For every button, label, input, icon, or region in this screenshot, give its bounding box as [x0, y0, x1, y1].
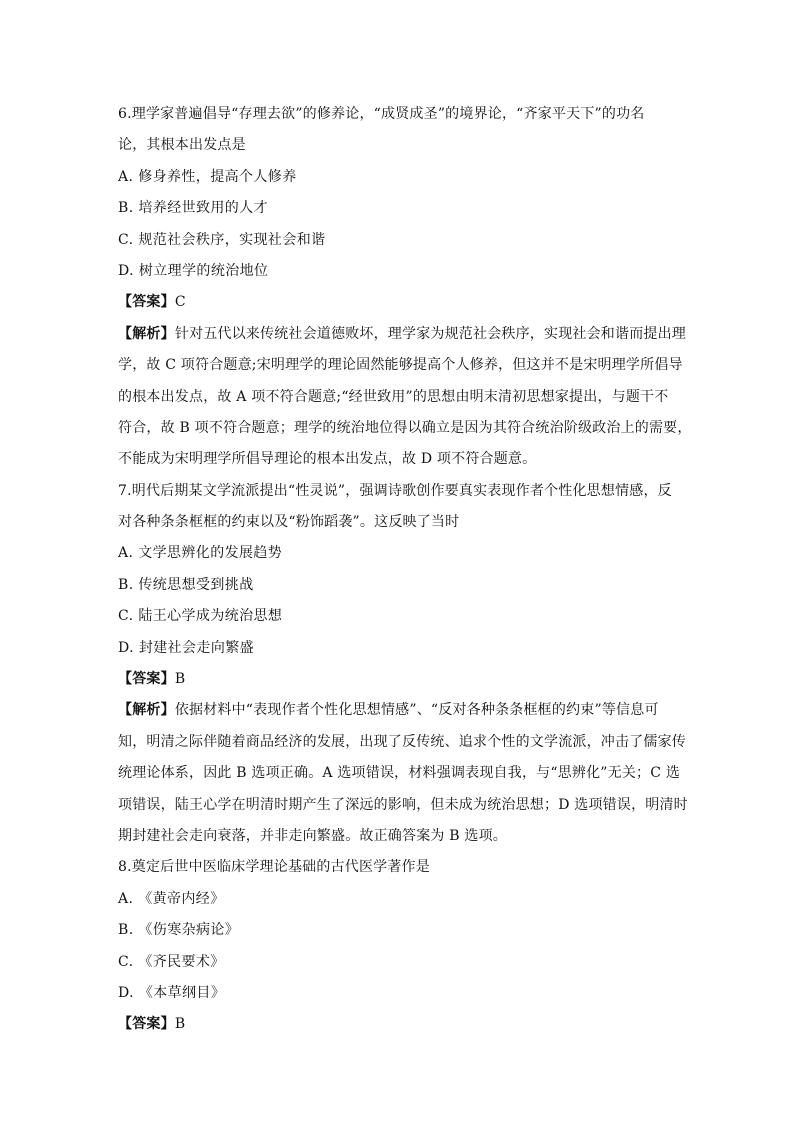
question-stem-line: 论，其根本出发点是	[118, 137, 246, 154]
answer-line	[118, 1009, 678, 1040]
question-8	[118, 852, 678, 1040]
answer-line	[118, 287, 678, 318]
analysis-text-line: 知，明清之际伴随着商品经济的发展，出现了反传统、追求个性的文学流派，冲击了儒家传	[118, 733, 686, 750]
answer-line	[118, 664, 678, 695]
answer-label: 【答案】	[118, 1016, 175, 1033]
analysis-label: 【解析】	[118, 325, 175, 342]
question-stem-line: 7.明代后期某文学流派提出“性灵说”，强调诗歌创作要真实表现作者个性化思想情感，反	[118, 482, 672, 499]
option-a: A. 文学思辨化的发展趋势	[118, 545, 283, 562]
analysis-text: 针对五代以来传统社会道德败坏，理学家为规范社会秩序，实现社会和谐而提出理	[174, 325, 687, 342]
option-d: D. 树立理学的统治地位	[118, 262, 269, 279]
analysis-label: 【解析】	[118, 702, 175, 719]
question-stem-line: 8.奠定后世中医临床学理论基础的古代医学著作是	[118, 859, 430, 876]
answer-value: B	[174, 1016, 186, 1033]
analysis-text-line: 项错误，陆王心学在明清时期产生了深远的影响，但未成为统治思想；D 选项错误，明清时	[118, 796, 688, 813]
option-c: C. 《齐民要术》	[118, 953, 225, 970]
answer-value: B	[174, 671, 186, 688]
analysis-line	[118, 695, 678, 726]
analysis-text-line: 不能成为宋明理学所倡导理论的根本出发点，故 D 项不符合题意。	[118, 451, 537, 468]
option-b: B. 培养经世致用的人才	[118, 200, 268, 217]
option-c: C. 规范社会秩序，实现社会和谐	[118, 231, 326, 248]
option-d: D. 《本草纲目》	[118, 984, 226, 1001]
analysis-text-line: 期封建社会走向衰落，并非走向繁盛。故正确答案为 B 选项。	[118, 827, 507, 844]
answer-label: 【答案】	[118, 294, 175, 311]
analysis-text-line: 符合，故 B 项不符合题意；理学的统治地位得以确立是因为其符合统治阶级政治上的需要，	[118, 419, 692, 436]
page-content	[118, 99, 692, 1041]
question-7	[118, 476, 688, 853]
option-d: D. 封建社会走向繁盛	[118, 639, 255, 656]
answer-label: 【答案】	[118, 671, 175, 688]
option-a: A. 《黄帝内经》	[118, 890, 225, 907]
option-c: C. 陆王心学成为统治思想	[118, 608, 283, 625]
option-b: B. 传统思想受到挑战	[118, 576, 254, 593]
option-a: A. 修身养性，提高个人修养	[118, 168, 297, 185]
option-b: B. 《伤寒杂病论》	[118, 922, 240, 939]
analysis-text: 依据材料中“表现作者个性化思想情感”、“反对各种条条框框的约束”等信息可	[174, 702, 659, 719]
answer-value: C	[174, 294, 186, 311]
analysis-text-line: 学，故 C 项符合题意;宋明理学的理论固然能够提高个人修养，但这并不是宋明理学所倡导	[118, 357, 683, 374]
analysis-text-line: 统理论体系，因此 B 选项正确。A 选项错误，材料强调表现自我，与“思辨化”无关；C 选	[118, 765, 681, 782]
question-stem-line: 对各种条条框框的约束以及“粉饰蹈袭”。这反映了当时	[118, 514, 460, 531]
analysis-line	[118, 319, 687, 350]
analysis-text-line: 的根本出发点，故 A 项不符合题意;“经世致用”的思想由明末清初思想家提出，与题干不	[118, 388, 669, 405]
question-6	[118, 99, 692, 476]
question-stem-line: 6.理学家普遍倡导“存理去欲”的修养论，“成贤成圣”的境界论，“齐家平天下”的功名	[118, 106, 645, 122]
